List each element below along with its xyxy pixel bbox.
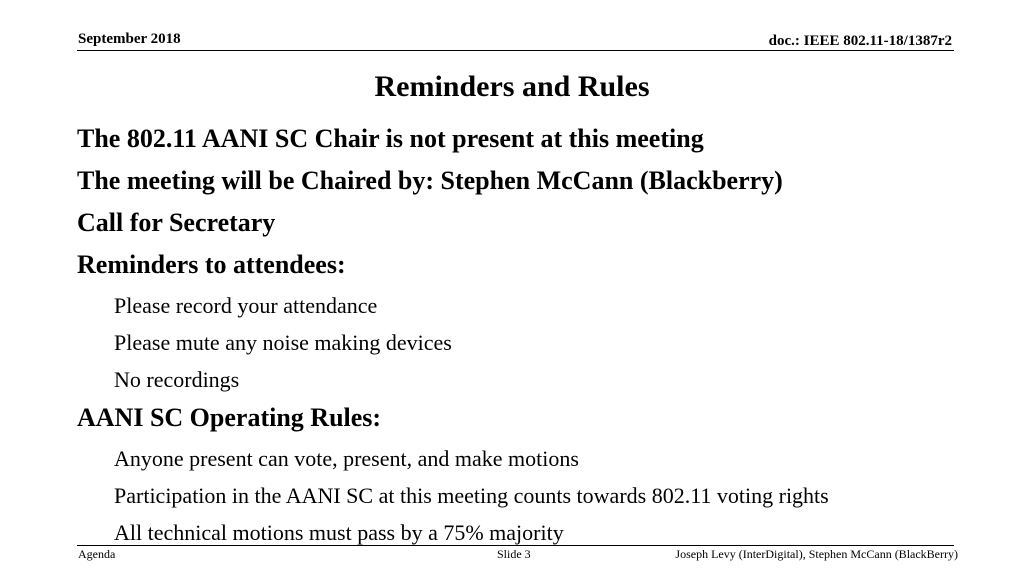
slide-body	[77, 120, 977, 552]
footer-slide-number: Slide 3	[497, 547, 531, 561]
slide-title: Reminders and Rules	[374, 70, 650, 103]
header-divider	[77, 50, 954, 51]
sub-bullet-mute-devices: Please mute any noise making devices	[114, 330, 452, 355]
bullet-chair-absent: The 802.11 AANI SC Chair is not present at this meeting	[77, 124, 704, 153]
sub-bullet-voting-rights: Participation in the AANI SC at this meeting counts towards 802.11 voting rights	[114, 483, 829, 508]
footer-authors: Joseph Levy (InterDigital), Stephen McCann (BlackBerry)	[675, 547, 958, 561]
sub-bullet-anyone-vote: Anyone present can vote, present, and make motions	[114, 446, 579, 471]
footer-divider	[77, 545, 954, 546]
footer-section: Agenda	[78, 547, 116, 561]
header-date: September 2018	[78, 31, 181, 47]
bullet-chaired-by: The meeting will be Chaired by: Stephen McCann (Blackberry)	[77, 166, 783, 195]
sub-bullet-majority: All technical motions must pass by a 75% majority	[114, 520, 564, 545]
sub-bullet-no-recordings: No recordings	[114, 367, 240, 392]
bullet-call-secretary: Call for Secretary	[77, 208, 276, 237]
sub-bullet-record-attendance: Please record your attendance	[114, 293, 378, 318]
bullet-reminders-heading: Reminders to attendees:	[77, 250, 346, 279]
header-doc-id: doc.: IEEE 802.11-18/1387r2	[768, 33, 952, 49]
bullet-operating-rules-heading: AANI SC Operating Rules:	[77, 403, 382, 432]
